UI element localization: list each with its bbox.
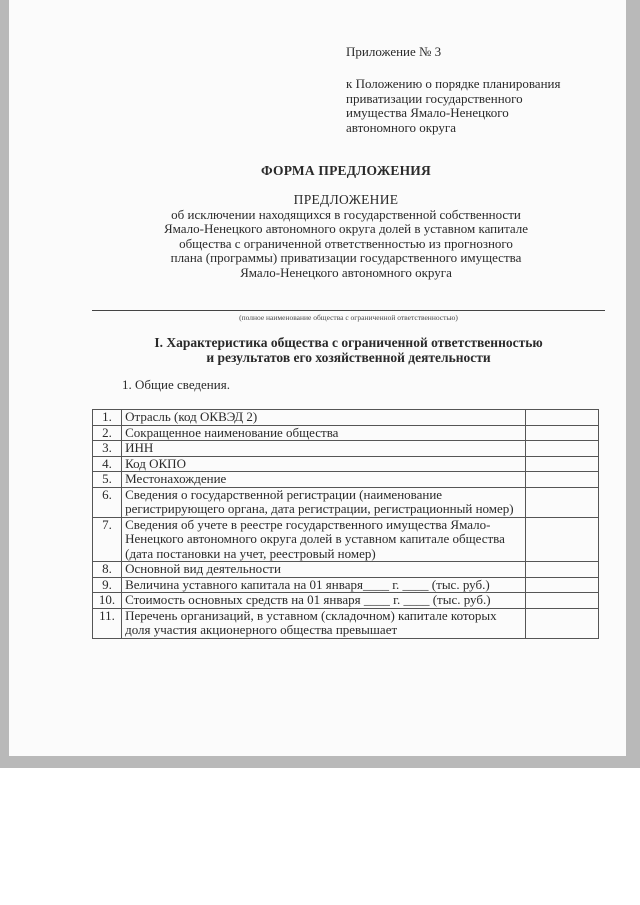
row-value[interactable] <box>525 593 598 609</box>
proposal-heading: ПРЕДЛОЖЕНИЕ <box>293 192 399 207</box>
row-number: 2. <box>93 425 122 441</box>
row-label: ИНН <box>122 441 526 457</box>
annex-reference <box>346 77 606 135</box>
row-value[interactable] <box>525 472 598 488</box>
table-row <box>93 456 599 472</box>
annex-reference-line: имущества Ямало-Ненецкого <box>346 105 509 120</box>
row-value[interactable] <box>525 425 598 441</box>
section-title-line: и результатов его хозяйственной деятельности <box>206 350 491 365</box>
table-row <box>93 517 599 562</box>
row-number: 8. <box>93 562 122 578</box>
table-row <box>93 608 599 638</box>
table-row <box>93 562 599 578</box>
annex-reference-line: к Положению о порядке планирования <box>346 76 561 91</box>
table-row <box>93 487 599 517</box>
row-number: 9. <box>93 577 122 593</box>
row-number: 1. <box>93 410 122 426</box>
section-title <box>92 335 605 365</box>
row-label: Величина уставного капитала на 01 января____ г. ____ (тыс. руб.) <box>122 577 526 593</box>
row-value[interactable] <box>525 410 598 426</box>
row-label: Отрасль (код ОКВЭД 2) <box>122 410 526 426</box>
proposal-line: плана (программы) приватизации государственного имущества <box>170 250 522 266</box>
annex-label: Приложение № 3 <box>346 44 442 59</box>
subsection-title: 1. Общие сведения. <box>122 377 230 392</box>
row-value[interactable] <box>525 441 598 457</box>
table-row <box>93 410 599 426</box>
row-number: 7. <box>93 517 122 562</box>
proposal-line: об исключении находящихся в государственной собственности <box>171 206 521 222</box>
row-value[interactable] <box>525 577 598 593</box>
row-label: Сокращенное наименование общества <box>122 425 526 441</box>
row-value[interactable] <box>525 608 598 638</box>
row-value[interactable] <box>525 517 598 562</box>
row-number: 11. <box>93 608 122 638</box>
row-value[interactable] <box>525 487 598 517</box>
company-name-line <box>92 310 605 311</box>
row-label: Основной вид деятельности <box>122 562 526 578</box>
row-number: 5. <box>93 472 122 488</box>
proposal-line: Ямало-Ненецкого автономного округа <box>240 264 452 280</box>
company-name-caption: (полное наименование общества с ограниченной ответственностью) <box>239 313 458 322</box>
row-value[interactable] <box>525 456 598 472</box>
section-title-line: I. Характеристика общества с ограниченной ответственностью <box>154 335 543 350</box>
table-row <box>93 577 599 593</box>
row-label: Местонахождение <box>122 472 526 488</box>
annex-reference-line: приватизации государственного <box>346 90 523 106</box>
table-row <box>93 425 599 441</box>
row-label: Сведения о государственной регистрации (наименование регистрирующего органа, дата регистрации, регистрационный номер) <box>122 487 526 517</box>
proposal-line: общества с ограниченной ответственностью из прогнозного <box>179 235 513 251</box>
annex-reference-line: автономного округа <box>346 119 456 135</box>
row-label: Код ОКПО <box>122 456 526 472</box>
row-label: Стоимость основных средств на 01 января ____ г. ____ (тыс. руб.) <box>122 593 526 609</box>
row-value[interactable] <box>525 562 598 578</box>
form-title: ФОРМА ПРЕДЛОЖЕНИЯ <box>261 163 431 178</box>
table-row <box>93 472 599 488</box>
row-number: 3. <box>93 441 122 457</box>
proposal-line: Ямало-Ненецкого автономного округа долей в уставном капитале <box>163 221 529 237</box>
proposal-block <box>0 193 640 281</box>
row-number: 6. <box>93 487 122 517</box>
row-label: Сведения об учете в реестре государственного имущества Ямало-Ненецкого автономного округа долей в уставном капитале общества (дата постановки на учет, реестровый номер) <box>122 517 526 562</box>
general-info-table <box>92 409 599 639</box>
row-number: 4. <box>93 456 122 472</box>
table-row <box>93 593 599 609</box>
row-label: Перечень организаций, в уставном (складочном) капитале которых доля участия акционерного общества превышает <box>122 608 526 638</box>
table-row <box>93 441 599 457</box>
row-number: 10. <box>93 593 122 609</box>
